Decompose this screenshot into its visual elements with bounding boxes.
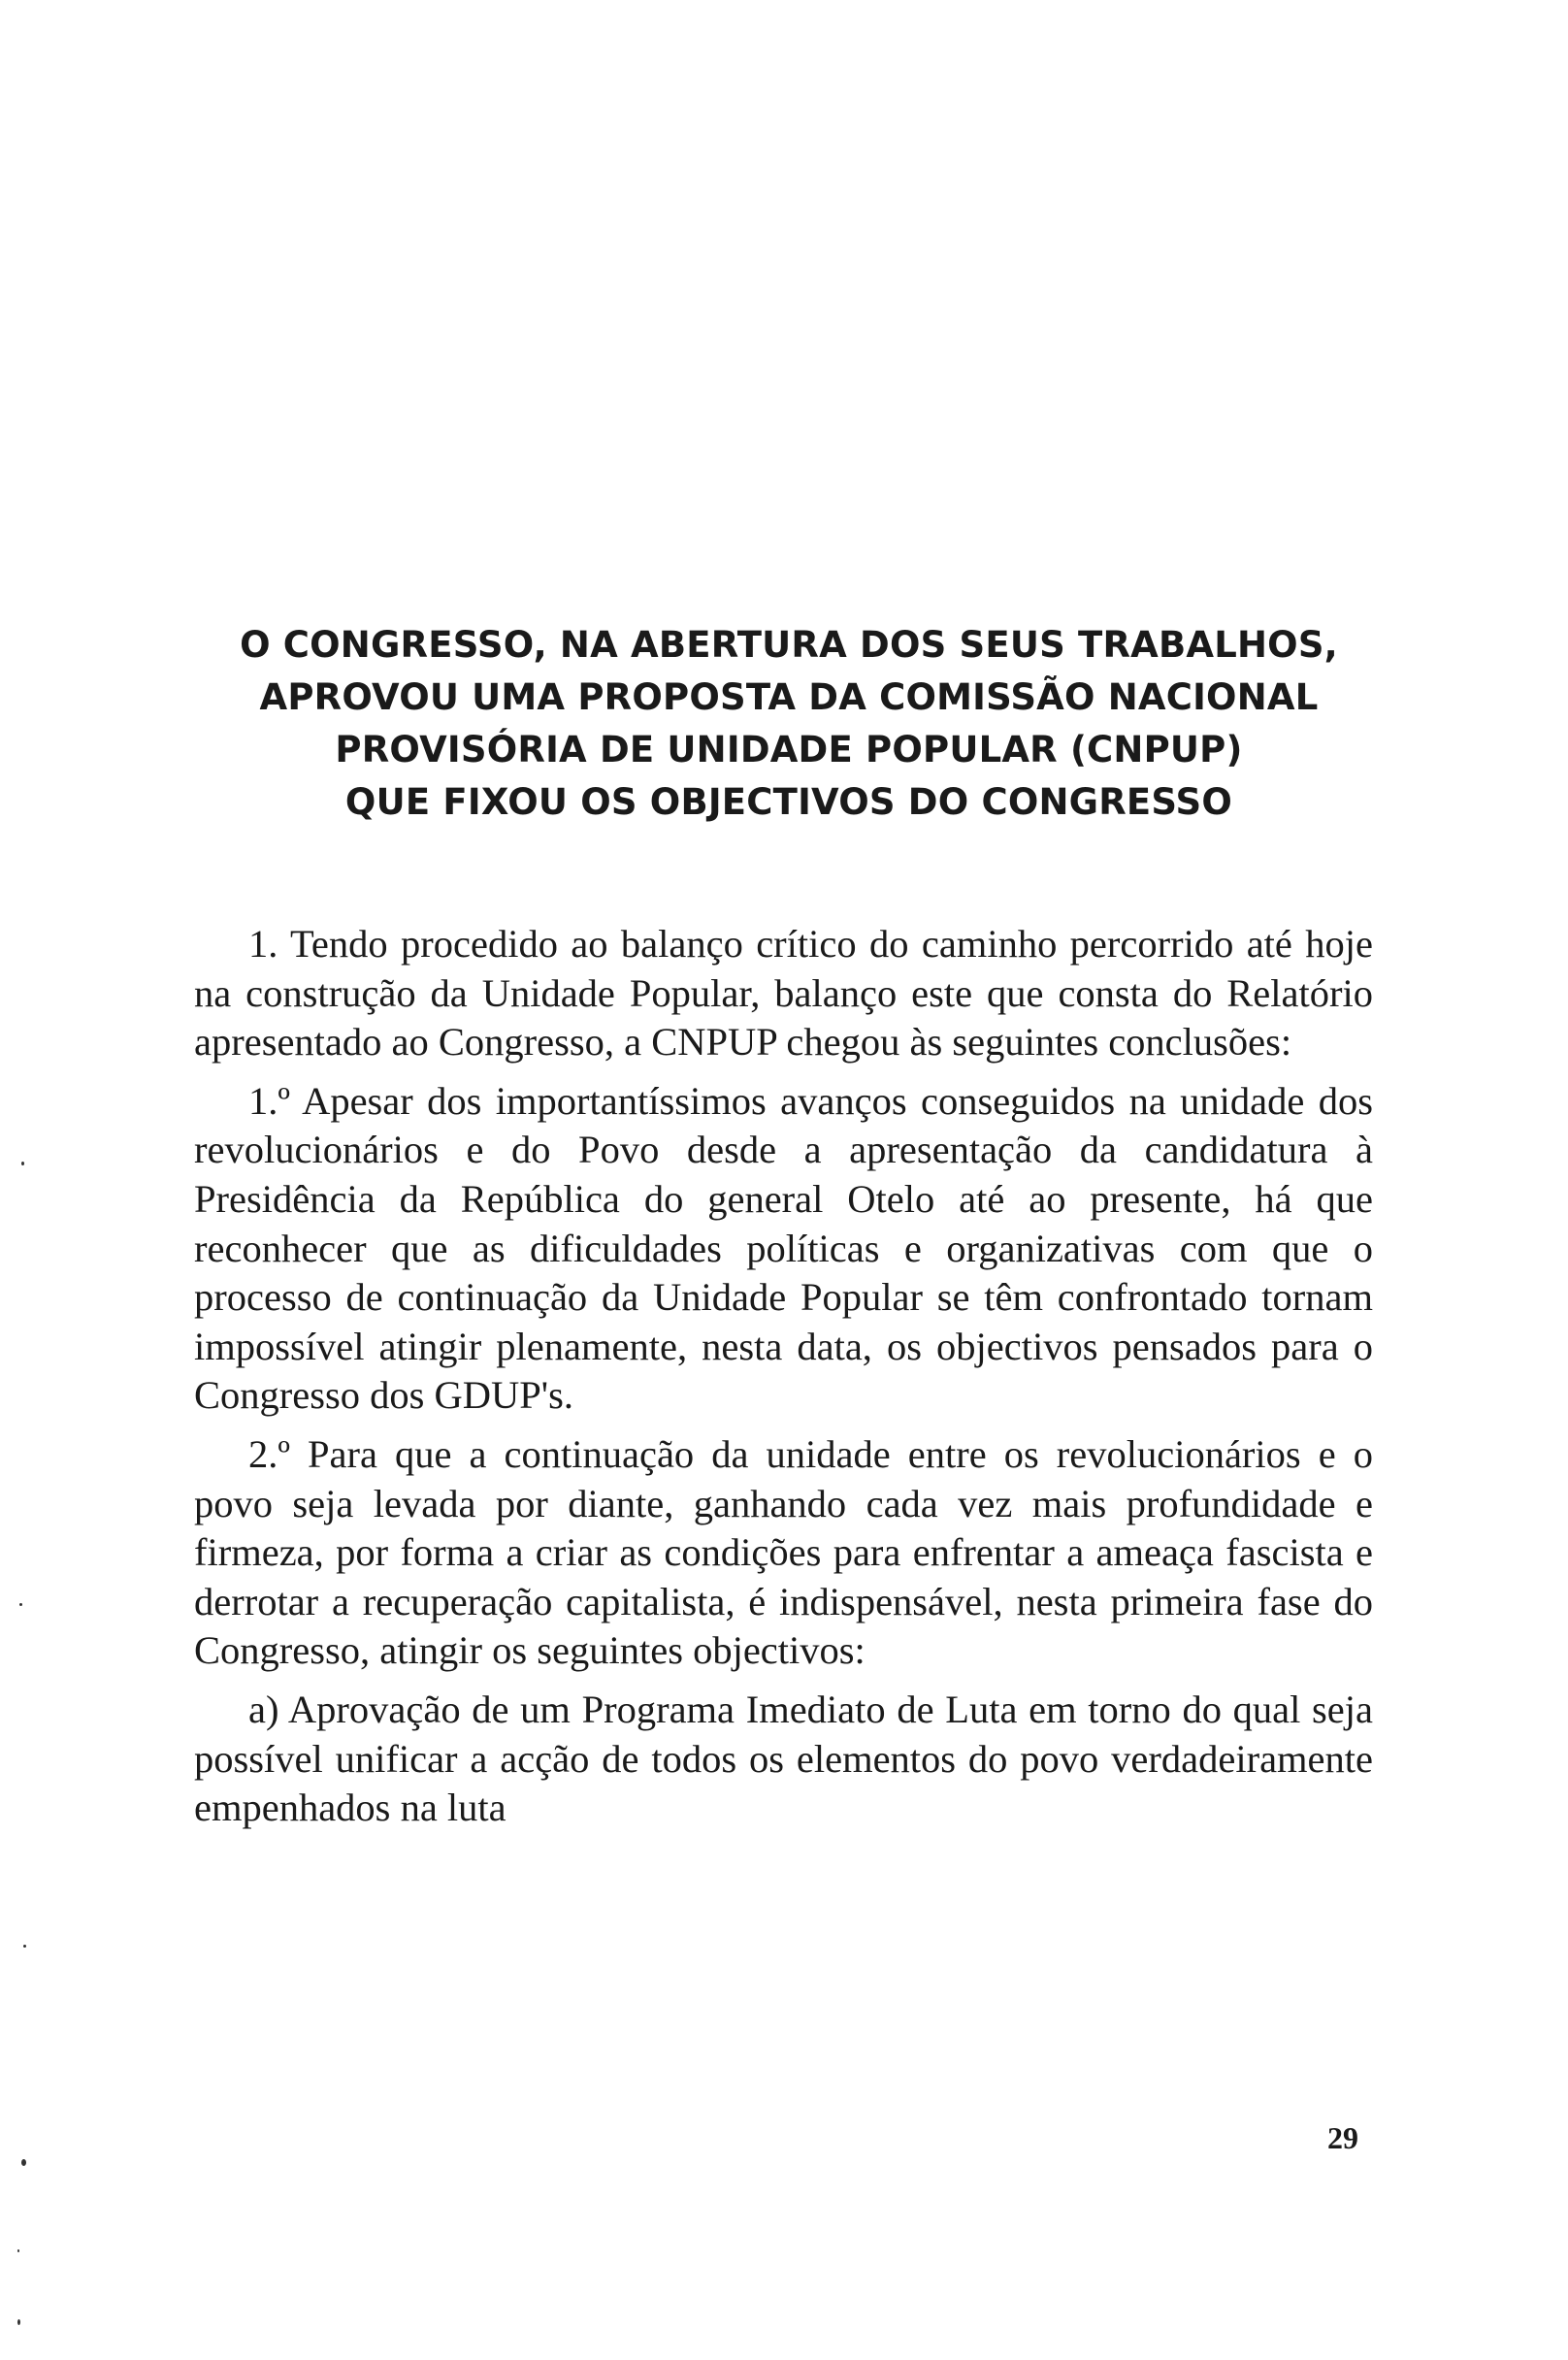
paragraph-3 — [194, 1430, 1373, 1676]
paragraph-2 — [194, 1077, 1373, 1421]
paragraph-label: 1.º — [248, 1078, 290, 1123]
paragraph-text: Apesar dos importantíssimos avanços conseguidos na unidade dos revolucionários e do Povo desde a apresentação da candidatura à Presidência da República do general Otelo até ao presente, há que reconhecer que as dificuldades políticas e organizativas com que o processo de continuação da Unidade Popular se têm confrontado tornam impossível atingir plenamente, nesta data, os objectivos pensados para o Congresso dos GDUP's. — [194, 1078, 1373, 1418]
heading-line-4: QUE FIXOU OS OBJECTIVOS DO CONGRESSO — [344, 781, 1233, 823]
paragraph-label: 1. — [248, 922, 278, 966]
margin-speck — [17, 2319, 20, 2325]
heading-line-3: PROVISÓRIA DE UNIDADE POPULAR (CNPUP) — [335, 729, 1243, 770]
heading-line-1: O CONGRESSO, NA ABERTURA DOS SEUS TRABALHOS, — [240, 624, 1338, 666]
page-number: 29 — [1327, 2120, 1358, 2155]
margin-speck — [19, 1603, 22, 1606]
margin-speck — [17, 2249, 19, 2252]
paragraph-1 — [194, 920, 1373, 1067]
paragraph-label: 2.º — [248, 1431, 290, 1476]
margin-speck — [21, 2159, 26, 2166]
margin-speck — [21, 1162, 24, 1165]
margin-speck — [23, 1945, 26, 1948]
paragraph-text: Para que a continuação da unidade entre os revolucionários e o povo seja levada por diante, ganhando cada vez mais profundidade e firmeza, por forma a criar as condições para enfrentar a ameaça fascista e derrotar a recuperação capitalista, é indispensável, nesta primeira fase do Congresso, atingir os seguintes objectivos: — [194, 1431, 1373, 1673]
paragraph-text: Aprovação de um Programa Imediato de Luta em torno do qual seja possível unificar a acção de todos os elementos do povo verdadeiramente empenhados na luta — [194, 1687, 1373, 1830]
paragraph-4 — [194, 1686, 1373, 1833]
paragraph-text: Tendo procedido ao balanço crítico do caminho percorrido até hoje na construção da Unidade Popular, balanço este que consta do Relatório apresentado ao Congresso, a CNPUP chegou às seguintes conclusões: — [194, 922, 1373, 1065]
paragraph-label: a) — [248, 1687, 279, 1731]
heading-line-2: APROVOU UMA PROPOSTA DA COMISSÃO NACIONAL — [259, 676, 1319, 718]
section-heading — [194, 619, 1384, 829]
body-text — [194, 920, 1373, 1843]
